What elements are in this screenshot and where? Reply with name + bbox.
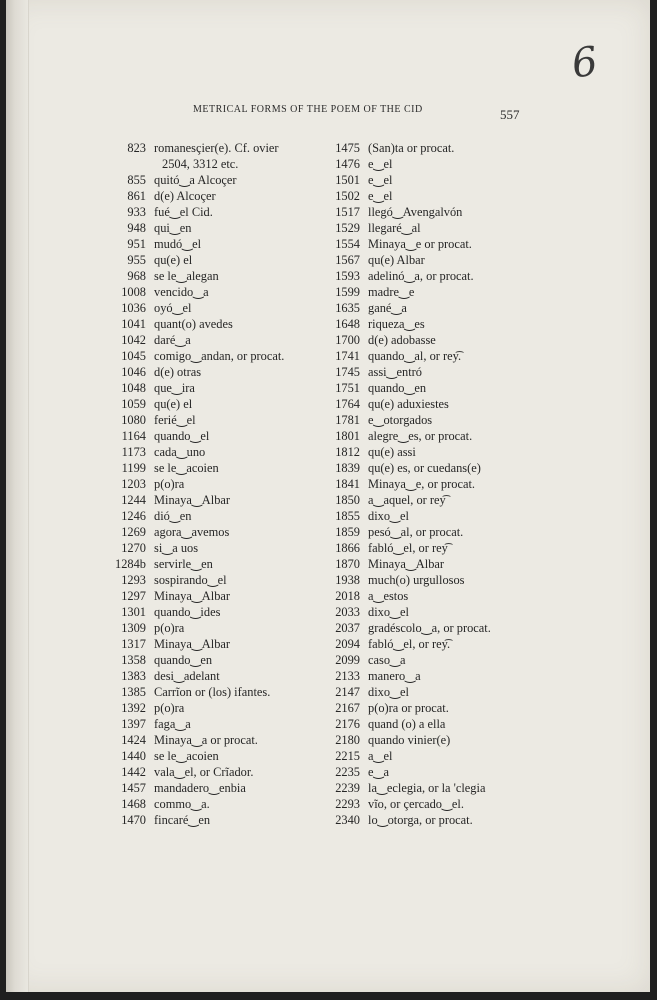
line-entry	[324, 524, 544, 540]
metrical-form: assi‿entró	[368, 365, 423, 379]
line-number: 1502	[335, 189, 360, 203]
line-entry	[324, 172, 544, 188]
line-number: 1424	[121, 733, 146, 747]
metrical-form: oyó‿el	[154, 301, 192, 315]
metrical-form: mudó‿el	[154, 237, 202, 251]
line-number: 1383	[121, 669, 146, 683]
line-number: 2215	[335, 749, 360, 763]
metrical-form: qu(e) assi	[368, 445, 416, 459]
line-number: 1850	[335, 493, 360, 507]
line-entry	[324, 732, 544, 748]
line-number: 1781	[335, 413, 360, 427]
metrical-form: qu(e) el	[154, 253, 193, 267]
line-entry	[324, 604, 544, 620]
line-entry	[110, 236, 330, 252]
line-entry	[110, 348, 330, 364]
line-entry	[324, 316, 544, 332]
metrical-form: dixo‿el	[368, 685, 409, 699]
line-entry	[324, 556, 544, 572]
metrical-form: ferié‿el	[154, 413, 196, 427]
line-entry	[110, 444, 330, 460]
line-number: 1501	[335, 173, 360, 187]
line-number: 1244	[121, 493, 146, 507]
line-number: 1385	[121, 685, 146, 699]
line-number: 1059	[121, 397, 146, 411]
line-entry	[110, 220, 330, 236]
line-entry	[324, 140, 544, 156]
line-number: 1199	[121, 461, 146, 475]
metrical-form: quand (o) a ella	[368, 717, 446, 731]
line-number: 1839	[335, 461, 360, 475]
line-number: 1042	[121, 333, 146, 347]
line-number: 933	[127, 205, 146, 219]
line-entry	[324, 780, 544, 796]
line-number: 1567	[335, 253, 360, 267]
metrical-form: a‿aquel, or rey͡	[368, 493, 446, 507]
line-number: 855	[127, 173, 146, 187]
line-number: 2033	[335, 605, 360, 619]
metrical-form: e‿otorgados	[368, 413, 433, 427]
page-number: 557	[500, 107, 520, 122]
line-entry	[324, 380, 544, 396]
metrical-form: adelinó‿a, or procat.	[368, 269, 474, 283]
metrical-form: faga‿a	[154, 717, 191, 731]
line-entry	[110, 140, 330, 156]
line-entry	[110, 300, 330, 316]
metrical-form: se le‿acoien	[154, 461, 219, 475]
metrical-form: d(e) adobasse	[368, 333, 436, 347]
line-number: 1554	[335, 237, 360, 251]
line-entry	[110, 460, 330, 476]
book-page	[6, 0, 650, 992]
line-number: 1938	[335, 573, 360, 587]
line-number: 2018	[335, 589, 360, 603]
metrical-form: que‿ira	[154, 381, 195, 395]
line-number: 1517	[335, 205, 360, 219]
line-entry	[324, 188, 544, 204]
line-entry	[110, 268, 330, 284]
metrical-form: llegó‿Avengalvón	[368, 205, 463, 219]
line-entry	[324, 508, 544, 524]
line-entry	[110, 636, 330, 652]
metrical-form: fincaré‿en	[154, 813, 211, 827]
line-entry	[324, 540, 544, 556]
line-entry	[110, 396, 330, 412]
line-entry	[324, 220, 544, 236]
line-entry	[324, 300, 544, 316]
metrical-form: sospirando‿el	[154, 573, 227, 587]
line-entry	[324, 492, 544, 508]
line-number: 1470	[121, 813, 146, 827]
metrical-form: e‿el	[368, 189, 393, 203]
metrical-form: comigo‿andan, or procat.	[154, 349, 285, 363]
line-entry	[324, 284, 544, 300]
line-number: 1046	[121, 365, 146, 379]
line-number: 1008	[121, 285, 146, 299]
metrical-form: Minaya‿Albar	[368, 557, 445, 571]
line-number: 1301	[121, 605, 146, 619]
metrical-form: fabló‿el, or rey͡	[368, 541, 448, 555]
metrical-form: dixo‿el	[368, 605, 409, 619]
line-number: 1293	[121, 573, 146, 587]
metrical-form: romanesçier(e). Cf. ovier	[154, 141, 279, 155]
metrical-form: p(o)ra or procat.	[368, 701, 449, 715]
line-number: 2099	[335, 653, 360, 667]
line-entry	[110, 796, 330, 812]
line-number: 1859	[335, 525, 360, 539]
metrical-form: qu(e) es, or cuedans(e)	[368, 461, 481, 475]
metrical-form: p(o)ra	[154, 477, 185, 491]
line-number: 948	[127, 221, 146, 235]
metrical-form: qui‿en	[154, 221, 192, 235]
metrical-form: Minaya‿e or procat.	[368, 237, 472, 251]
line-entry	[110, 684, 330, 700]
line-entry	[110, 412, 330, 428]
metrical-form: quando‿en	[368, 381, 427, 395]
line-number: 1045	[121, 349, 146, 363]
line-number: 861	[127, 189, 146, 203]
line-entry	[324, 476, 544, 492]
line-entry	[110, 668, 330, 684]
metrical-form: vĩo, or çercado‿el.	[368, 797, 464, 811]
line-number: 1317	[121, 637, 146, 651]
metrical-form: much(o) urgullosos	[368, 573, 465, 587]
line-entry	[110, 524, 330, 540]
line-entry	[324, 764, 544, 780]
line-entry	[324, 348, 544, 364]
line-entry	[110, 732, 330, 748]
line-number: 968	[127, 269, 146, 283]
line-number: 1270	[121, 541, 146, 555]
line-entry	[324, 620, 544, 636]
metrical-form: qu(e) aduxiestes	[368, 397, 449, 411]
line-entry	[110, 812, 330, 828]
metrical-form: desi‿adelant	[154, 669, 220, 683]
line-entry	[110, 700, 330, 716]
metrical-form: Carrĩon or (los) ifantes.	[154, 685, 271, 699]
line-entry	[324, 252, 544, 268]
line-entry	[110, 364, 330, 380]
line-number: 1309	[121, 621, 146, 635]
line-entry	[324, 268, 544, 284]
line-number: 2094	[335, 637, 360, 651]
line-entry	[110, 316, 330, 332]
line-entry	[324, 684, 544, 700]
metrical-form: Minaya‿Albar	[154, 493, 231, 507]
line-number: 1442	[121, 765, 146, 779]
line-number: 1297	[121, 589, 146, 603]
metrical-form: vencido‿a	[154, 285, 209, 299]
line-entry	[110, 476, 330, 492]
metrical-form: d(e) Alcoçer	[154, 189, 216, 203]
line-entry	[110, 620, 330, 636]
line-entry	[110, 556, 330, 572]
line-entry	[110, 572, 330, 588]
line-entry	[324, 668, 544, 684]
metrical-form: vala‿el, or Crĩador.	[154, 765, 254, 779]
line-entry	[324, 412, 544, 428]
line-entry	[110, 540, 330, 556]
line-number: 1203	[121, 477, 146, 491]
line-entry	[110, 764, 330, 780]
line-number: 1468	[121, 797, 146, 811]
metrical-form: caso‿a	[368, 653, 406, 667]
metrical-form: commo‿a.	[154, 797, 210, 811]
line-entry	[324, 204, 544, 220]
line-number: 1764	[335, 397, 360, 411]
metrical-form: dió‿en	[154, 509, 192, 523]
line-entry	[324, 588, 544, 604]
line-number: 1476	[335, 157, 360, 171]
line-number: 1751	[335, 381, 360, 395]
metrical-form: cada‿uno	[154, 445, 206, 459]
line-entry	[110, 716, 330, 732]
line-number: 1801	[335, 429, 360, 443]
page-binding-edge	[6, 0, 29, 992]
metrical-form: d(e) otras	[154, 365, 202, 379]
line-entry	[110, 252, 330, 268]
line-number: 1635	[335, 301, 360, 315]
line-entry	[110, 172, 330, 188]
metrical-form: Minaya‿Albar	[154, 637, 231, 651]
metrical-form: e‿el	[368, 173, 393, 187]
line-number: 1741	[335, 349, 360, 363]
line-entry	[110, 652, 330, 668]
line-number: 2176	[335, 717, 360, 731]
line-number: 1855	[335, 509, 360, 523]
line-number: 2037	[335, 621, 360, 635]
metrical-form: pesó‿al, or procat.	[368, 525, 464, 539]
line-number: 1269	[121, 525, 146, 539]
line-number: 2235	[335, 765, 360, 779]
line-number: 2239	[335, 781, 360, 795]
line-number: 1812	[335, 445, 360, 459]
line-number: 823	[127, 141, 146, 155]
continuation-line: 2504, 3312 etc.	[162, 157, 239, 171]
metrical-form: manero‿a	[368, 669, 421, 683]
line-entry	[110, 428, 330, 444]
metrical-form: la‿eclegia, or la 'clegia	[368, 781, 486, 795]
line-entry	[324, 700, 544, 716]
metrical-form: quando‿en	[154, 653, 213, 667]
right-column	[324, 140, 544, 828]
line-number: 1440	[121, 749, 146, 763]
line-number: 1041	[121, 317, 146, 331]
metrical-form: quitó‿a Alcoçer	[154, 173, 237, 187]
metrical-form: gané‿a	[368, 301, 407, 315]
metrical-form: quando‿ides	[154, 605, 221, 619]
line-entry	[110, 604, 330, 620]
metrical-form: lo‿otorga, or procat.	[368, 813, 473, 827]
line-entry	[324, 156, 544, 172]
metrical-form: madre‿e	[368, 285, 415, 299]
line-entry	[324, 748, 544, 764]
line-entry	[324, 572, 544, 588]
line-number: 1080	[121, 413, 146, 427]
line-entry	[324, 396, 544, 412]
metrical-form: llegaré‿al	[368, 221, 421, 235]
line-entry	[324, 444, 544, 460]
line-number: 2180	[335, 733, 360, 747]
line-number: 1284b	[115, 557, 146, 571]
line-entry	[324, 636, 544, 652]
metrical-form: p(o)ra	[154, 621, 185, 635]
line-number: 1866	[335, 541, 360, 555]
line-entry	[110, 332, 330, 348]
line-number: 1457	[121, 781, 146, 795]
line-entry	[110, 188, 330, 204]
line-number: 1392	[121, 701, 146, 715]
metrical-form: Minaya‿a or procat.	[154, 733, 258, 747]
metrical-form: e‿a	[368, 765, 389, 779]
line-entry	[110, 380, 330, 396]
line-entry	[110, 508, 330, 524]
metrical-form: qu(e) Albar	[368, 253, 425, 267]
line-entry	[324, 716, 544, 732]
line-number: 1648	[335, 317, 360, 331]
metrical-form: se le‿acoien	[154, 749, 219, 763]
line-number: 1745	[335, 365, 360, 379]
metrical-form: riqueza‿es	[368, 317, 425, 331]
line-entry	[324, 796, 544, 812]
left-column	[110, 140, 330, 828]
line-entry	[110, 588, 330, 604]
metrical-form: fabló‿el, or rey͡.	[368, 637, 451, 651]
metrical-form: se le‿alegan	[154, 269, 219, 283]
metrical-form: gradéscolo‿a, or procat.	[368, 621, 491, 635]
line-entry	[110, 204, 330, 220]
line-number: 1397	[121, 717, 146, 731]
line-number: 1599	[335, 285, 360, 299]
line-number: 2133	[335, 669, 360, 683]
line-number: 1173	[121, 445, 146, 459]
metrical-form: qu(e) el	[154, 397, 193, 411]
metrical-form: p(o)ra	[154, 701, 185, 715]
line-number: 2147	[335, 685, 360, 699]
line-entry	[110, 780, 330, 796]
line-number: 2293	[335, 797, 360, 811]
line-number: 1036	[121, 301, 146, 315]
line-number: 1246	[121, 509, 146, 523]
metrical-form: a‿el	[368, 749, 393, 763]
line-number: 1164	[121, 429, 146, 443]
line-number: 1475	[335, 141, 360, 155]
line-entry	[324, 652, 544, 668]
line-number: 1700	[335, 333, 360, 347]
running-head: METRICAL FORMS OF THE POEM OF THE CID	[193, 104, 423, 115]
line-entry	[324, 236, 544, 252]
line-entry	[110, 748, 330, 764]
metrical-form: quando‿al, or rey͡.	[368, 349, 462, 363]
line-number: 2340	[335, 813, 360, 827]
line-entry	[324, 332, 544, 348]
metrical-form: servirle‿en	[154, 557, 213, 571]
line-number: 2167	[335, 701, 360, 715]
line-number: 1841	[335, 477, 360, 491]
metrical-form: daré‿a	[154, 333, 191, 347]
metrical-form: quando vinier(e)	[368, 733, 451, 747]
line-entry	[110, 492, 330, 508]
line-entry	[324, 428, 544, 444]
metrical-form: alegre‿es, or procat.	[368, 429, 473, 443]
line-entry	[324, 812, 544, 828]
metrical-form: quant(o) avedes	[154, 317, 233, 331]
line-number: 1870	[335, 557, 360, 571]
metrical-form: agora‿avemos	[154, 525, 230, 539]
metrical-form: mandadero‿enbia	[154, 781, 246, 795]
metrical-form: a‿estos	[368, 589, 409, 603]
line-number: 951	[127, 237, 146, 251]
metrical-form: e‿el	[368, 157, 393, 171]
metrical-form: Minaya‿Albar	[154, 589, 231, 603]
metrical-form: (San)ta or procat.	[368, 141, 455, 155]
line-number: 955	[127, 253, 146, 267]
line-entry	[110, 284, 330, 300]
metrical-form: fué‿el Cid.	[154, 205, 213, 219]
metrical-form: dixo‿el	[368, 509, 409, 523]
line-entry	[324, 364, 544, 380]
metrical-form: si‿a uos	[154, 541, 199, 555]
metrical-form: Minaya‿e, or procat.	[368, 477, 475, 491]
line-number: 1593	[335, 269, 360, 283]
handwritten-page-mark: 6	[568, 38, 601, 88]
line-number: 1529	[335, 221, 360, 235]
line-number: 1048	[121, 381, 146, 395]
line-number: 1358	[121, 653, 146, 667]
line-entry	[324, 460, 544, 476]
metrical-form: quando‿el	[154, 429, 210, 443]
